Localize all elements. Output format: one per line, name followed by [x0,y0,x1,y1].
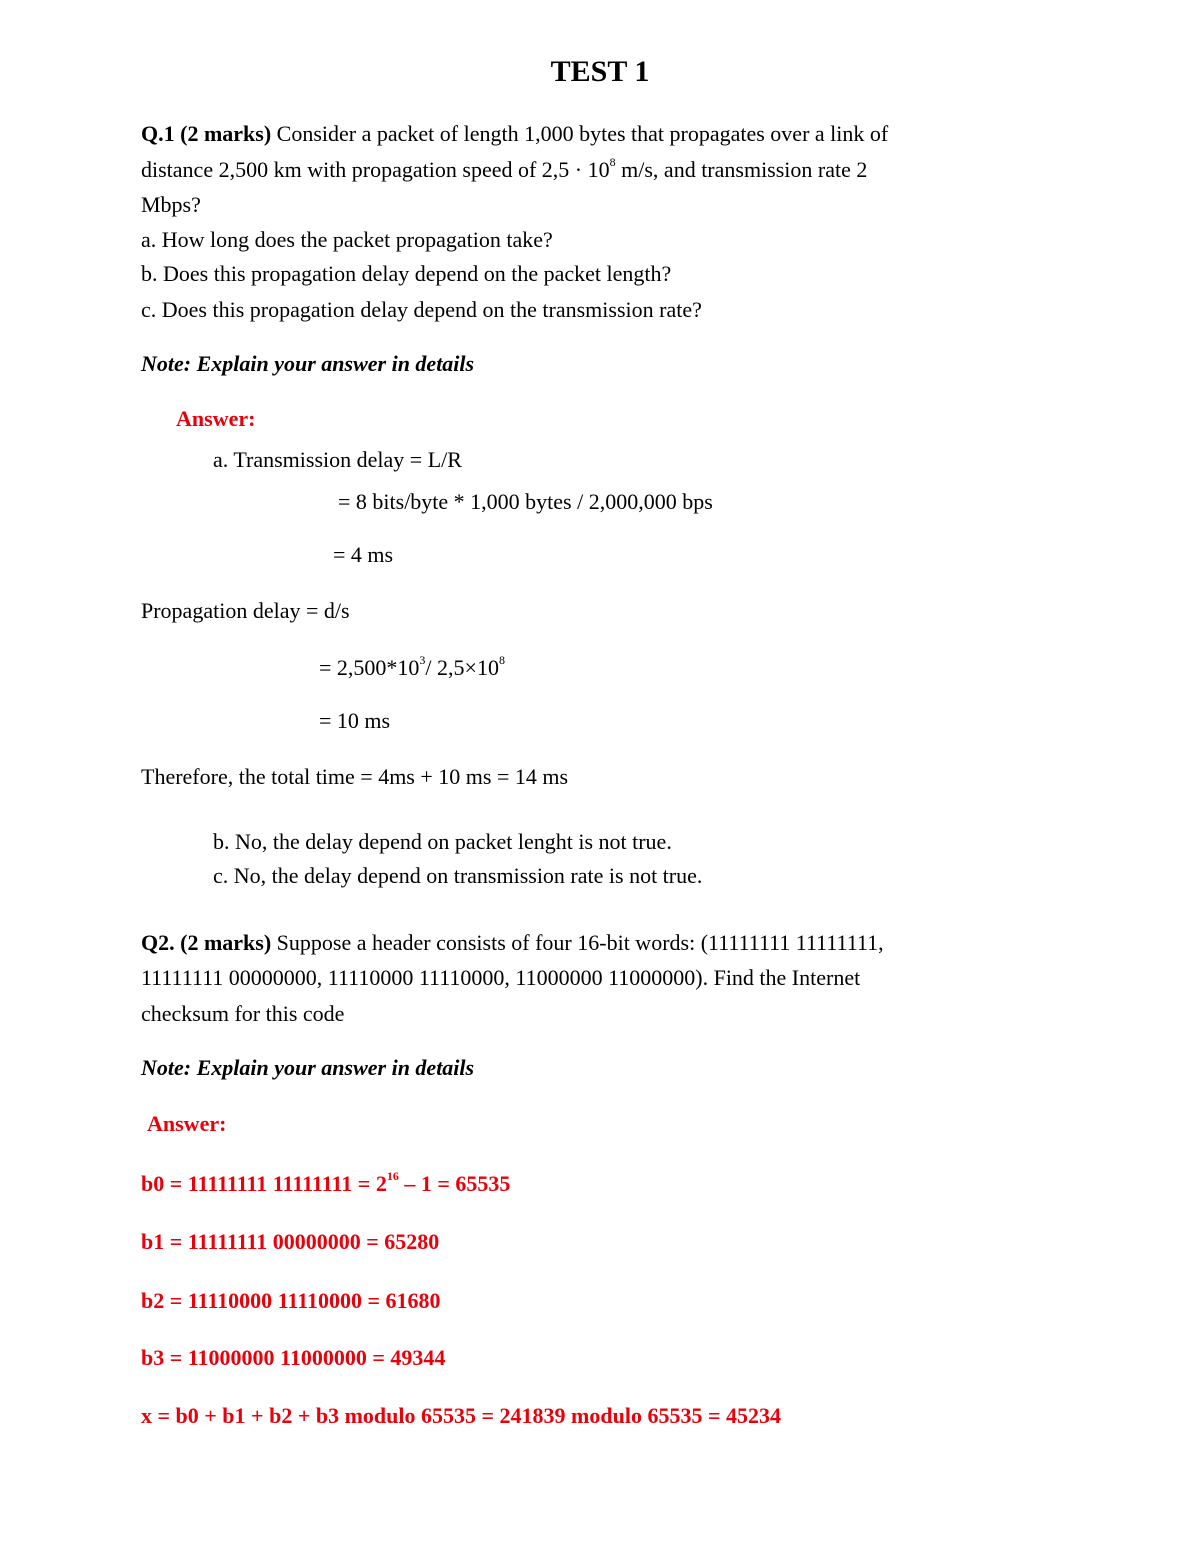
q1-answer-c: c. No, the delay depend on transmission rate is not true. [213,863,703,888]
q2-b0-a: b0 = 11111111 11111111 = 2 [141,1171,387,1196]
q1-text-2a: distance 2,500 km with propagation speed of 2,5 · 10 [141,157,610,182]
q1-prop-2 [319,652,505,681]
q2-note: Note: Explain your answer in details [141,1055,475,1080]
q1-answer-a-3: = 4 ms [333,542,394,567]
q2-text-2: 11111111 00000000, 11110000 11110000, 11000000 11000000). Find the Internet [141,965,861,990]
q1-prop-3: = 10 ms [319,708,391,733]
q1-total: Therefore, the total time = 4ms + 10 ms = 14 ms [141,764,569,789]
q1-answer-a-1: a. Transmission delay = L/R [213,447,462,472]
q2-b0-exponent: 16 [386,1168,399,1183]
q2-label: Q2. (2 marks) [141,930,272,955]
q2-b0-b: – 1 = 65535 [398,1171,511,1196]
q1-prop-exp-2: 8 [498,652,505,667]
q1-exponent: 8 [609,154,616,169]
q1-note: Note: Explain your answer in details [141,351,475,376]
q1-label: Q.1 (2 marks) [141,121,272,146]
q2-line-1 [141,930,884,956]
q1-answer-b: b. No, the delay depend on packet lenght is not true. [213,829,672,854]
q2-text-3: checksum for this code [141,1001,345,1026]
q1-prop-2b: / 2,5×10 [425,655,499,680]
q2-text-1: Suppose a header consists of four 16-bit words: (11111111 11111111, [271,930,884,955]
q2-b0 [141,1168,511,1197]
q1-prop-1: Propagation delay = d/s [141,598,350,623]
q2-b1: b1 = 11111111 00000000 = 65280 [141,1229,440,1254]
q1-prop-2a: = 2,500*10 [319,655,420,680]
q2-answer-label: Answer: [147,1111,227,1136]
page-title: TEST 1 [550,55,650,88]
q1-text-1: Consider a packet of length 1,000 bytes that propagates over a link of [276,121,889,146]
q2-b2: b2 = 11110000 11110000 = 61680 [141,1288,441,1313]
q1-line-2 [141,154,868,183]
q1-answer-label: Answer: [176,406,256,431]
q1-line-1 [141,121,888,147]
q1-item-c: c. Does this propagation delay depend on the transmission rate? [141,297,702,322]
q1-text-2b: m/s, and transmission rate 2 [615,157,868,182]
q1-answer-a-2: = 8 bits/byte * 1,000 bytes / 2,000,000 bps [338,489,713,514]
q1-prop-exp-1: 3 [419,652,426,667]
q2-b3: b3 = 11000000 11000000 = 49344 [141,1345,446,1370]
q2-x: x = b0 + b1 + b2 + b3 modulo 65535 = 241839 modulo 65535 = 45234 [141,1403,781,1428]
q1-text-3: Mbps? [141,192,201,217]
q1-item-b: b. Does this propagation delay depend on the packet length? [141,261,672,286]
q1-item-a: a. How long does the packet propagation take? [141,227,553,252]
